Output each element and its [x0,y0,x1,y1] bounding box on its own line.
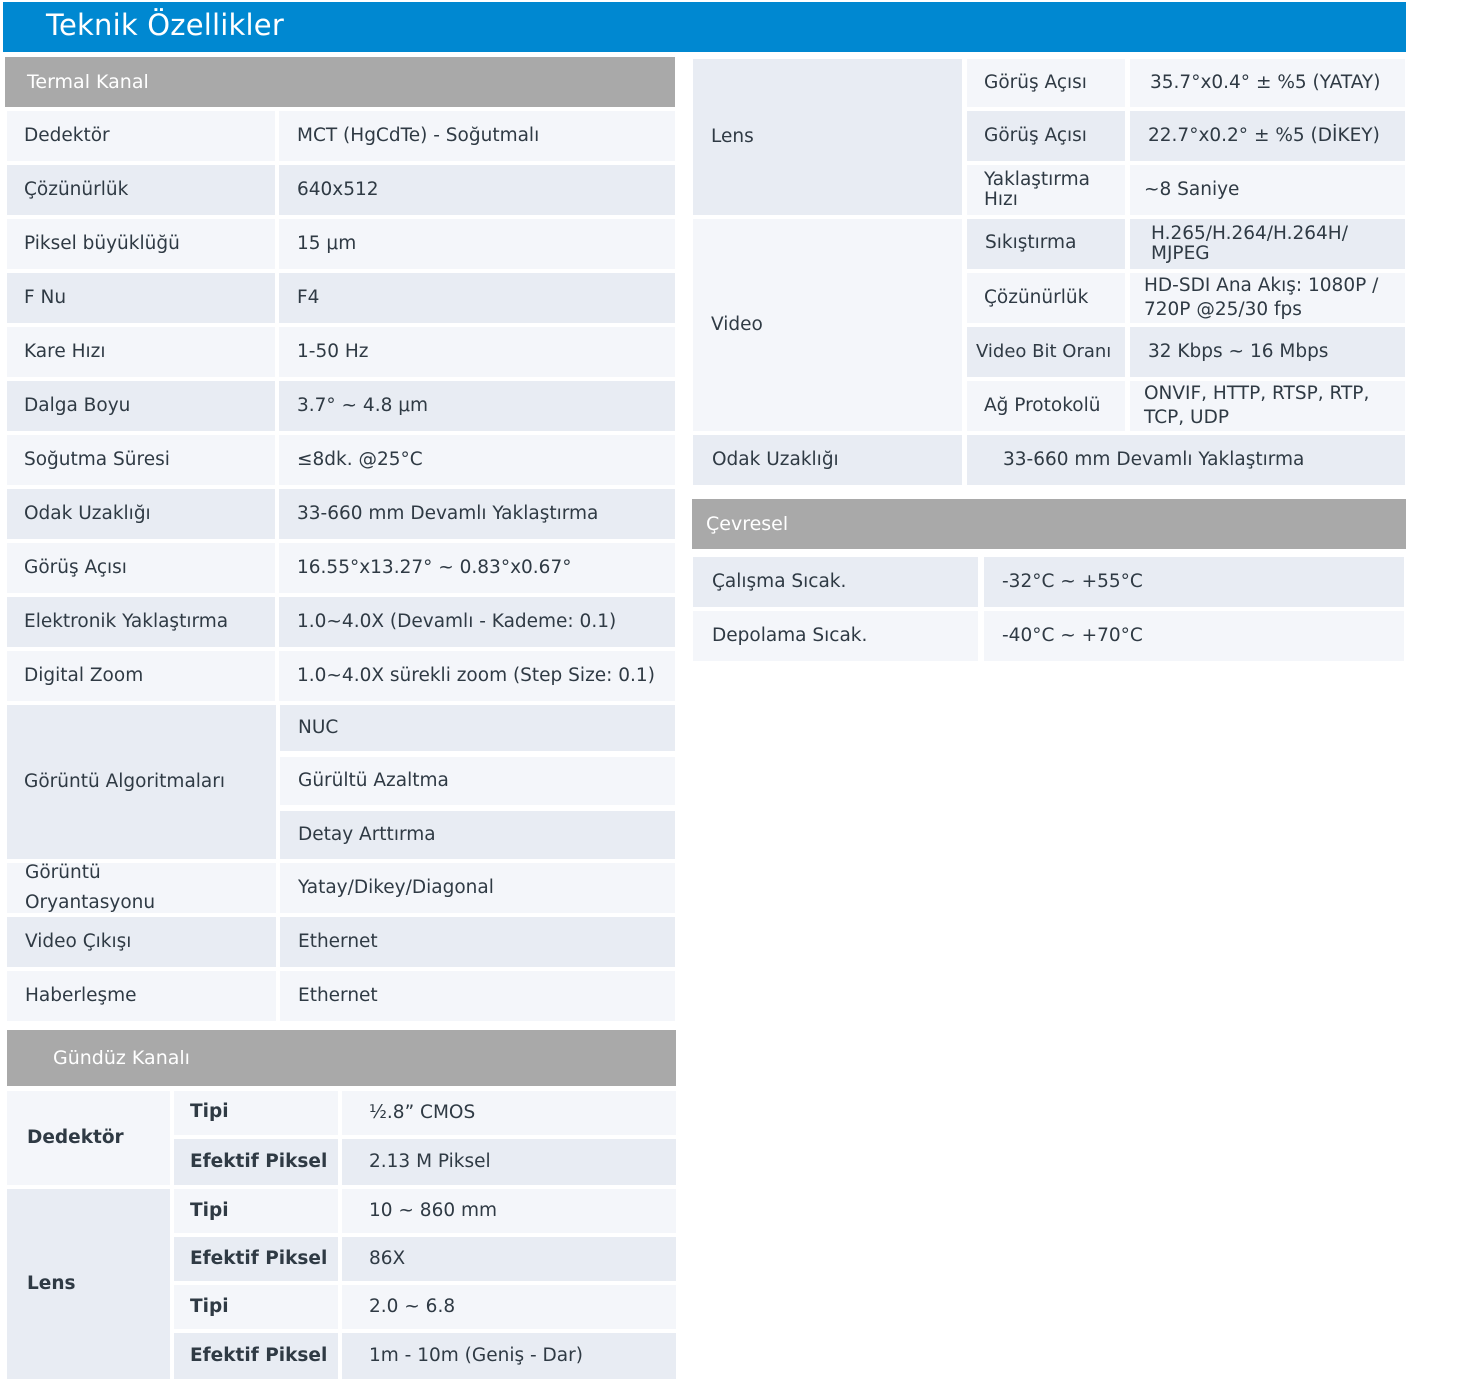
right-value: 35.7°x0.4° ± %5 (YATAY) [1130,59,1405,107]
day-key: Tipi [174,1189,338,1233]
thermal-value: 16.55°x13.27° ~ 0.83°x0.67° [279,543,675,593]
thermal-label: Görüş Açısı [7,543,275,593]
right-value: 33-660 mm Devamlı Yaklaştırma [967,435,1405,485]
right-value [1130,381,1405,431]
thermal-value: 640x512 [279,165,675,215]
thermal-value: Detay Arttırma [280,811,675,859]
right-key: Çözünürlük [967,273,1125,323]
env-label: Çalışma Sıcak. [693,557,978,607]
thermal-value: NUC [280,705,675,751]
right-key: Görüş Açısı [967,111,1125,161]
day-key: Efektif Piksel [174,1237,338,1281]
thermal-value: Gürültü Azaltma [280,757,675,805]
right-value [1130,219,1405,269]
right-value-line: MJPEG [1151,243,1210,264]
thermal-label: Haberleşme [7,971,276,1021]
day-value: 2.0 ~ 6.8 [342,1285,676,1329]
right-value: 32 Kbps ~ 16 Mbps [1130,327,1405,377]
right-value [1130,273,1405,323]
right-key [967,165,1125,215]
env-value: -32°C ~ +55°C [984,557,1404,607]
day-value: ½.8” CMOS [342,1091,676,1135]
day-group-label: Lens [7,1189,170,1379]
right-key-line: Hızı [984,189,1018,210]
thermal-section-header [5,57,675,107]
thermal-value: Ethernet [280,917,675,967]
day-key: Tipi [174,1091,338,1135]
thermal-value: MCT (HgCdTe) - Soğutmalı [279,111,675,161]
right-group-label: Video [693,219,962,431]
thermal-value: Ethernet [280,971,675,1021]
right-key-line: Yaklaştırma [984,169,1090,190]
thermal-value: 33-660 mm Devamlı Yaklaştırma [279,489,675,539]
right-key: Sıkıştırma [967,219,1125,269]
thermal-value: 1.0~4.0X (Devamlı - Kademe: 0.1) [279,597,675,647]
day-section-header [7,1030,676,1086]
env-section-title: Çevresel [706,513,789,535]
thermal-label: Elektronik Yaklaştırma [7,597,275,647]
day-value: 1m - 10m (Geniş - Dar) [342,1333,676,1379]
right-value-line: H.265/H.264/H.264H/ [1151,223,1348,244]
day-group-label: Dedektör [7,1091,170,1185]
right-key: Görüş Açısı [967,59,1125,107]
thermal-label-line: Görüntü [25,862,101,883]
thermal-value: 15 μm [279,219,675,269]
thermal-section-title: Termal Kanal [27,71,149,93]
thermal-label [7,863,276,913]
right-group-label: Lens [693,59,962,215]
right-value: 22.7°x0.2° ± %5 (DİKEY) [1130,111,1405,161]
right-key: Ağ Protokolü [967,381,1125,431]
day-key: Tipi [174,1285,338,1329]
thermal-label: Video Çıkışı [7,917,276,967]
thermal-label: Piksel büyüklüğü [7,219,275,269]
day-value: 10 ~ 860 mm [342,1189,676,1233]
thermal-label: Digital Zoom [7,651,275,701]
day-section-title: Gündüz Kanalı [53,1047,190,1069]
right-value-line: ONVIF, HTTP, RTSP, RTP, [1144,383,1370,404]
thermal-label: F Nu [7,273,275,323]
right-value-line: TCP, UDP [1144,407,1229,428]
env-label: Depolama Sıcak. [693,611,978,661]
thermal-label: Dedektör [7,111,275,161]
thermal-label: Odak Uzaklığı [7,489,275,539]
thermal-label: Soğutma Süresi [7,435,275,485]
right-key: Video Bit Oranı [967,327,1125,377]
thermal-label: Kare Hızı [7,327,275,377]
thermal-value: 1.0~4.0X sürekli zoom (Step Size: 0.1) [279,651,675,701]
right-value-line: 720P @25/30 fps [1144,299,1302,320]
env-value: -40°C ~ +70°C [984,611,1404,661]
right-group-label: Odak Uzaklığı [693,435,962,485]
thermal-value: F4 [279,273,675,323]
thermal-label-line: Oryantasyonu [25,892,156,913]
day-key: Efektif Piksel [174,1139,338,1185]
thermal-value: 1-50 Hz [279,327,675,377]
thermal-value: Yatay/Dikey/Diagonal [280,863,675,913]
day-key: Efektif Piksel [174,1333,338,1379]
page-title: Teknik Özellikler [46,8,284,42]
right-value-line: HD-SDI Ana Akış: 1080P / [1144,275,1379,296]
day-value: 86X [342,1237,676,1281]
thermal-label: Çözünürlük [7,165,275,215]
right-value: ~8 Saniye [1130,165,1405,215]
env-section-header [692,499,1406,549]
thermal-label: Dalga Boyu [7,381,275,431]
thermal-value: 3.7° ~ 4.8 μm [279,381,675,431]
thermal-value: ≤8dk. @25°C [279,435,675,485]
day-value: 2.13 M Piksel [342,1139,676,1185]
thermal-label: Görüntü Algoritmaları [7,705,276,859]
